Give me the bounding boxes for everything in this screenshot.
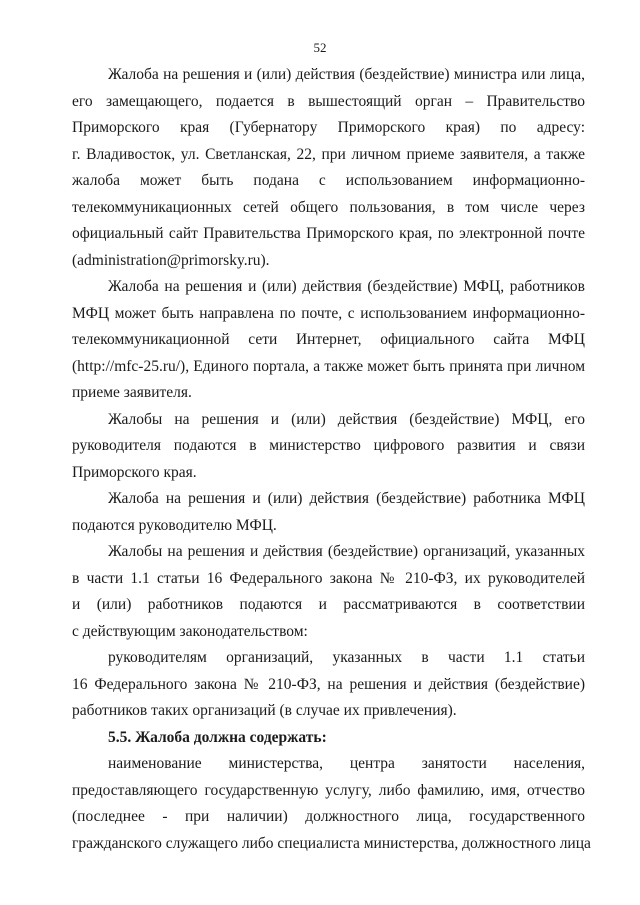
paragraph-1 [72,62,585,274]
paragraph-final [72,751,591,857]
paragraph-3 [72,407,585,487]
text-line: г. Владивосток, ул. Светланская, 22, при личном приеме заявителя, а также [72,145,585,163]
text-line: его замещающего, подается в вышестоящий орган – Правительство [72,92,585,110]
page-number: 52 [313,40,327,55]
text-line: с действующим законодательством: [72,622,308,640]
text-line: Жалоба на решения и (или) действия (бездействие) работника МФЦ [108,490,585,507]
text-line: официальный сайт Правительства Приморского края, по электронной почте [72,225,585,242]
text-line: телекоммуникационных сетей общего пользования, в том числе через [72,198,585,216]
paragraph-2 [72,274,585,407]
text-line: Приморского края (Губернатору Приморского края) по адресу: [72,119,585,136]
text-line: телекоммуникационной сети Интернет, официального сайта МФЦ [72,331,585,348]
text-line: Жалобы на решения и действия (бездействие) организаций, указанных [108,543,585,560]
paragraph-6 [72,645,585,725]
text-line: предоставляющего государственную услугу, либо фамилию, имя, отчество [72,781,585,799]
paragraph-5 [72,539,585,645]
text-line: жалоба может быть подана с использованием информационно- [72,172,585,189]
text-line: приеме заявителя. [72,384,192,401]
text-line: Жалоба на решения и (или) действия (бездействие) МФЦ, работников [108,278,585,295]
text-line: (http://mfc-25.ru/), Единого портала, а также может быть принята при личном [72,357,585,375]
text-line: Приморского края. [72,463,197,481]
text-line: в части 1.1 статьи 16 Федерального закона № 210-ФЗ, их руководителей [72,569,585,587]
text-line: подаются руководителю МФЦ. [72,516,277,534]
text-line: Жалобы на решения и (или) действия (бездействие) МФЦ, его [108,410,585,428]
text-line: руководителям организаций, указанных в части 1.1 статьи [108,649,585,666]
document-body [72,62,591,857]
text-line: наименование министерства, центра занятости населения, [108,755,585,772]
text-line: (administration@primorsky.ru). [72,251,270,269]
text-line: руководителя подаются в министерство цифрового развития и связи [72,437,585,454]
text-line: работников таких организаций (в случае их привлечения). [72,702,457,719]
text-line: 16 Федерального закона № 210-ФЗ, на решения и действия (бездействие) [72,675,585,693]
text-line: Жалоба на решения и (или) действия (бездействие) министра или лица, [108,66,585,83]
text-line: и (или) работников подаются и рассматриваются в соответствии [72,596,585,613]
paragraph-4 [72,486,585,539]
text-line: МФЦ может быть направлена по почте, с использованием информационно- [72,304,585,322]
text-line: (последнее - при наличии) должностного лица, государственного [72,808,585,825]
section-heading: 5.5. Жалоба должна содержать: [108,728,327,746]
text-line: гражданского служащего либо специалиста министерства, должностного лица [72,834,591,852]
